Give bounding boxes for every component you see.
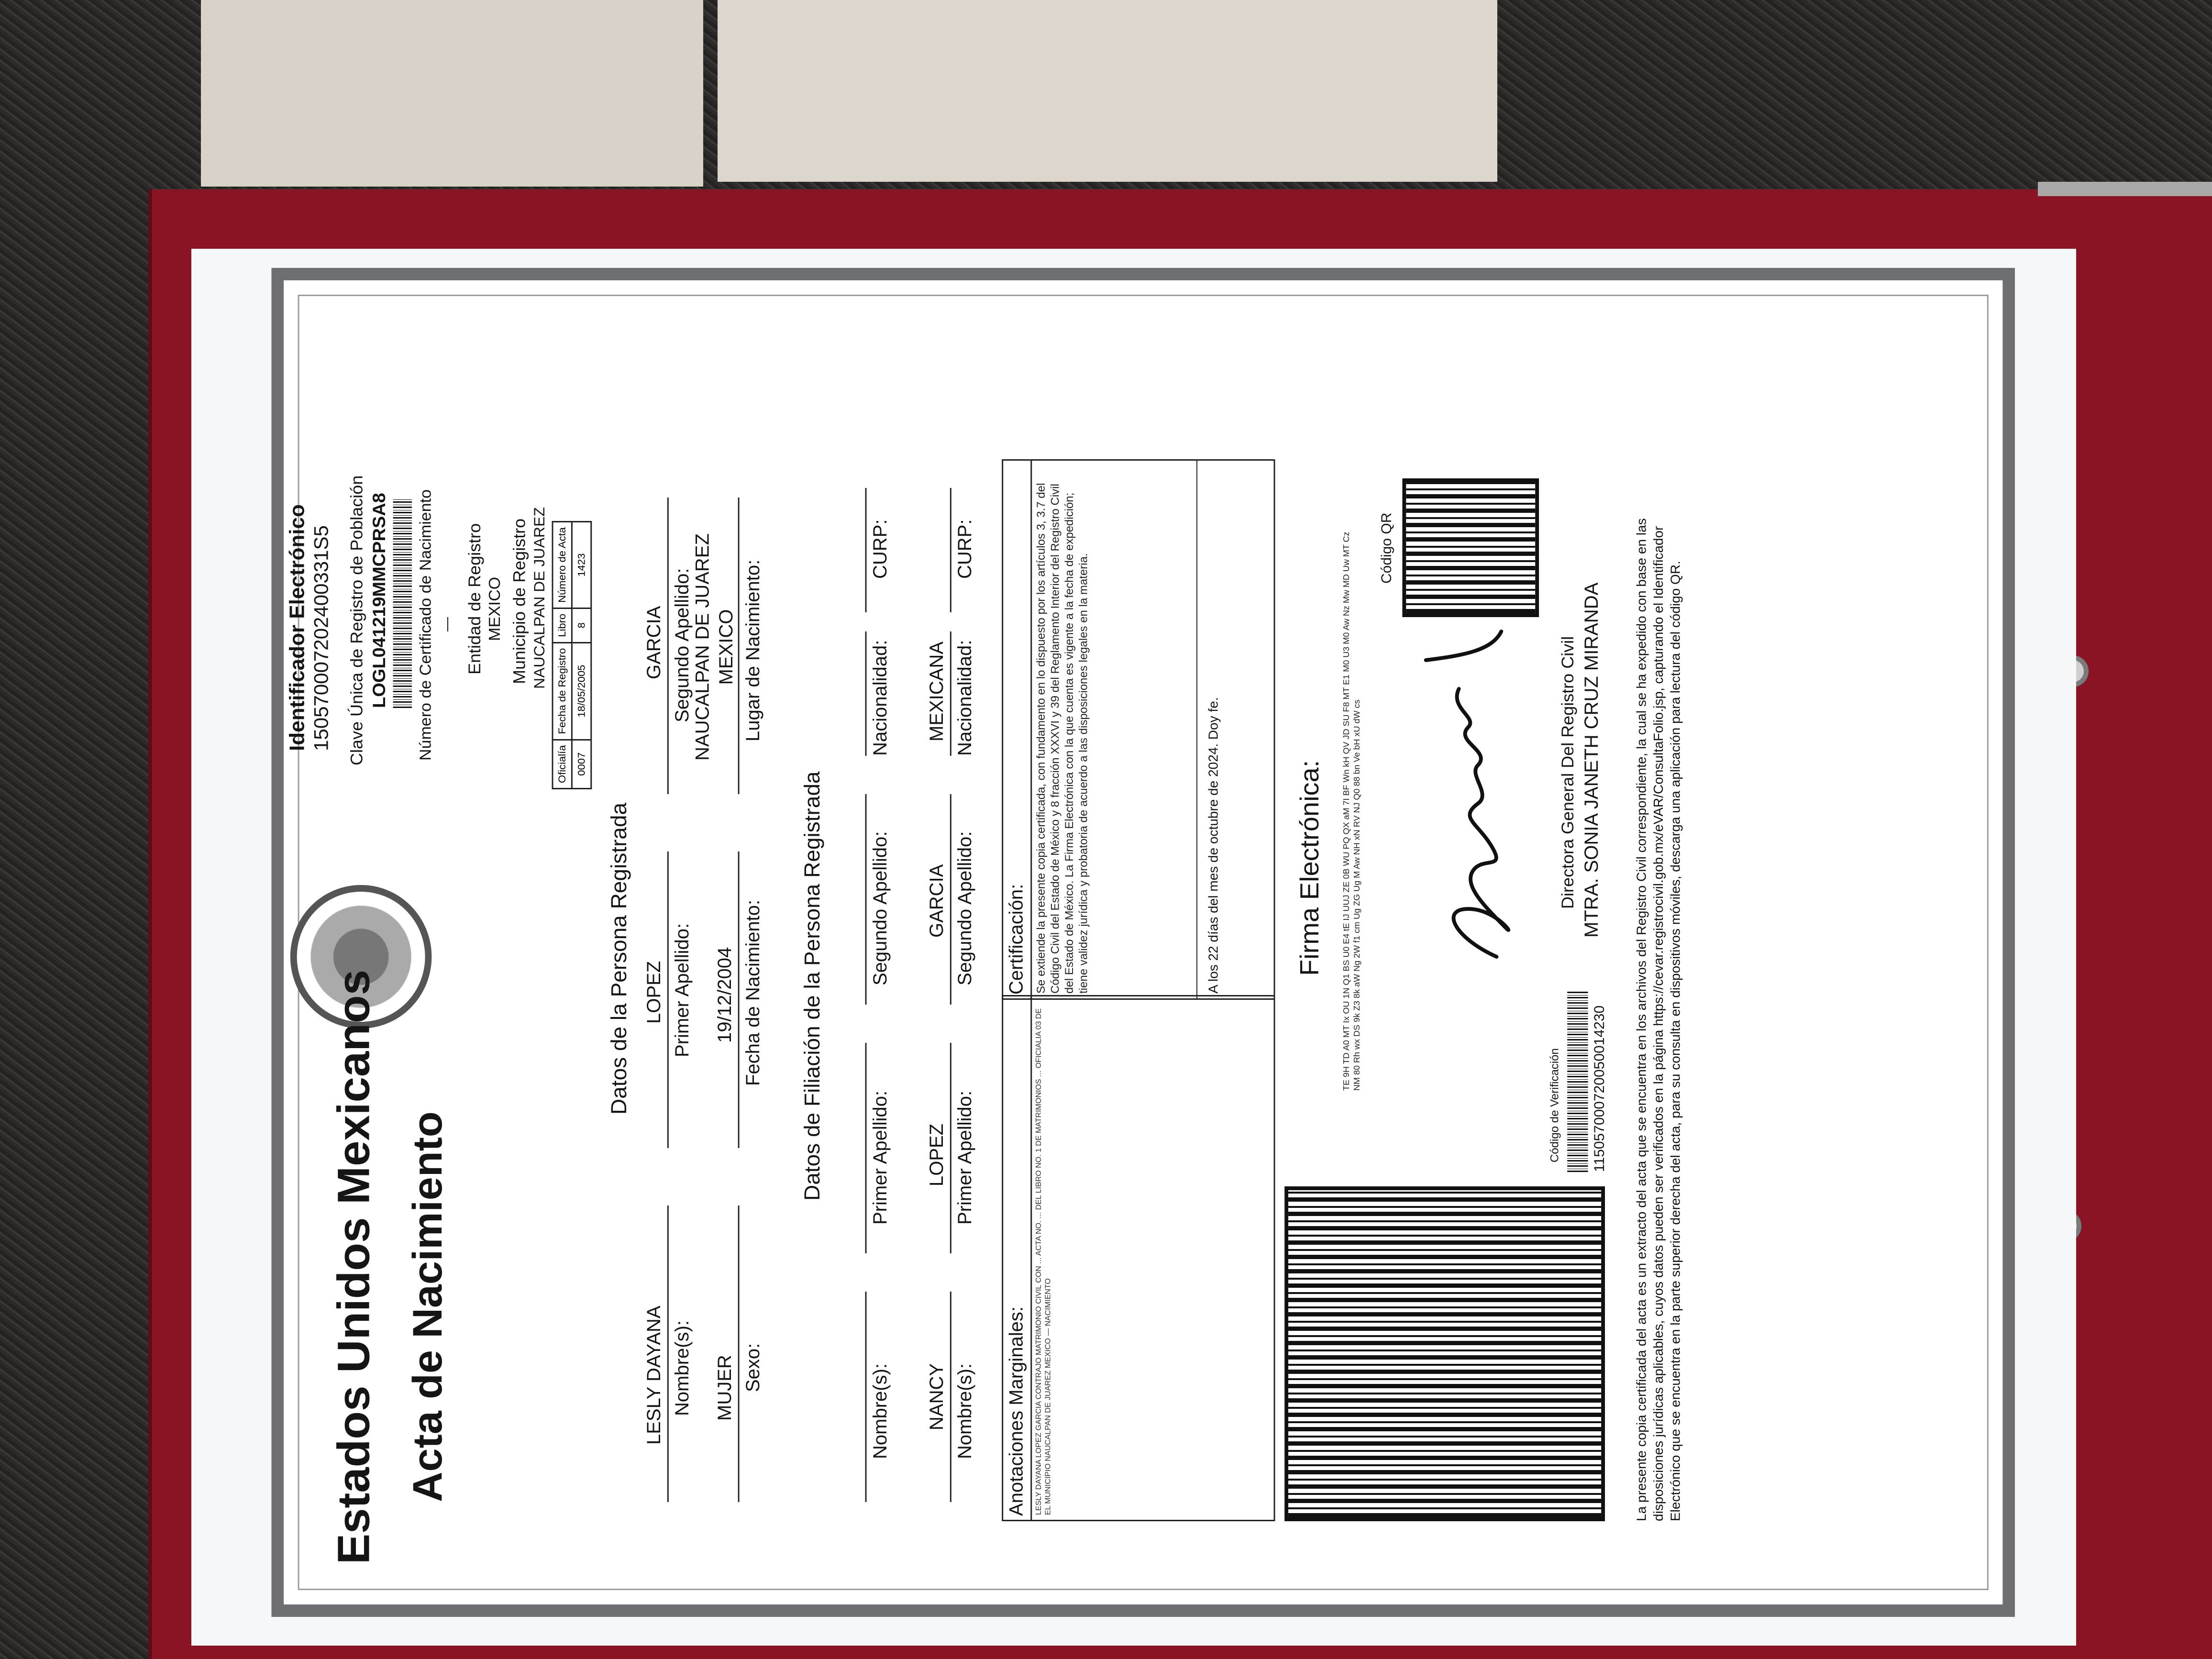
underline [950,1043,951,1253]
registro-table [552,521,592,789]
nombre-label: Nombre(s): [672,1320,693,1416]
table-header: Número de Acta [553,522,572,608]
p1-nacionalidad-label: Nacionalidad: [870,640,891,756]
p2-nacionalidad-label: Nacionalidad: [954,640,976,756]
p1-nombre-label: Nombre(s): [870,1363,891,1459]
primer-apellido-value: LOPEZ [643,961,664,1024]
persona-section-title: Datos de la Persona Registrada [606,802,631,1115]
firma-hash: TE 9H TD A0 MT Ix OU 1N Q1 BS U0 E4 tE IJ UUJ ZE 0B WU PQ QX aM 7I BF Wn kH QV JD SU F8 MT E1 M0 U3 M0 Aw Nz Mw MD Uw MT Cz NM 80 Rh wx DS 9k Z3 8k aW Ng 2W f1 cm Ug ZG Ug M Aw NH xN RV NJ Q0 88 bn Ve bH xU dW cs [1341,531,1361,1091]
p1-segundo-label: Segundo Apellido: [870,831,891,985]
curp-value: LOGL041219MMCPRSA8 [369,493,389,708]
p2-nombre-label: Nombre(s): [954,1363,976,1459]
certificacion-box [1002,459,1275,1000]
verificacion-value: 115057000720050014230 [1592,1005,1607,1172]
underline [738,852,740,1148]
table-header: Oficialía [553,740,572,788]
verification-qr-code [1284,1186,1605,1521]
entidad-value: MEXICO [486,576,504,641]
identificador-label: Identificador Electrónico [286,504,309,751]
underline [950,1292,951,1502]
underline [667,1206,669,1502]
binder-clip [2038,182,2212,196]
underline [865,794,867,1005]
underline [667,498,669,794]
document-title: Acta de Nacimiento [404,1111,451,1502]
primer-apellido-label: Primer Apellido: [672,923,693,1057]
underline [865,1292,867,1502]
divider [1030,996,1032,1520]
p2-nacionalidad-value: MEXICANA [926,641,947,741]
handwritten-signature [1398,603,1539,966]
firma-qr-code [1402,478,1539,617]
underline [865,631,867,756]
certificacion-fecha: A los 22 días del mes de octubre de 2024. Doy fe. [1206,697,1221,994]
birth-certificate [191,249,2076,1646]
municipio-label: Municipio de Registro [509,518,529,684]
firma-nombre: MTRA. SONIA JANETH CRUZ MIRANDA [1581,582,1603,938]
fecha-nac-label: Fecha de Nacimiento: [742,899,763,1086]
table-cell: 8 [572,608,591,642]
nombre-value: LESLY DAYANA [643,1305,664,1445]
table-cell: 0007 [572,740,591,788]
anotaciones-box [1002,995,1275,1521]
underline [738,498,740,794]
footer-legal-text: La presente copia certificada del acta es un extracto del acta que se encuentra en los archivos del Registro Civil correspondiente, la cual se ha expedido con base en las disposiciones jurídicas aplicables, cuyos datos pueden ser verificados en la página https://cevar.registrocivil.gob.mx/eVAR/ConsultaFolio.jsp, capturando el Identificador Electrónico que se encuentra en la parte superior derecha del acta, para su consulta en dispositivos móviles, descarga una aplicación para lectura del código QR. [1634,518,1683,1521]
filiacion-section-title: Datos de Filiación de la Persona Registrada [799,771,824,1201]
country-title: Estados Unidos Mexicanos [328,970,379,1564]
lugar-nac-label: Lugar de Nacimiento: [742,559,763,741]
p1-primer-label: Primer Apellido: [870,1090,891,1225]
table-cell: 1423 [572,522,591,608]
qr-label: Código QR [1379,512,1394,584]
underline [865,488,867,612]
underline [950,794,951,1005]
underline [738,1206,740,1502]
identificador-value: 150570007202400331S5 [310,525,332,751]
p2-segundo-value: GARCIA [926,864,947,938]
underline [667,852,669,1148]
p2-primer-value: LOPEZ [926,1123,947,1186]
floor-tile [201,0,703,187]
anotaciones-text: LESLY DAYANA LOPEZ GARCIA CONTRAJO MATRIMONIO CIVIL CON ... ACTA NO. ... DEL LIBRO NO. 1 DE MATRIMONIOS ... OFICIALIA 03 DE EL MUNICIPIO NAUCALPAN DE JUAREZ MEXICO — NACIMIENTO [1035,1008,1052,1515]
certificacion-title: Certificación: [1006,884,1027,995]
municipio-value: NAUCALPAN DE JUAREZ [531,507,548,689]
firma-cargo: Directora General Del Registro Civil [1558,636,1577,909]
p1-curp-label: CURP: [870,519,891,579]
sexo-label: Sexo: [742,1343,763,1392]
segundo-apellido-label: Segundo Apellido: [672,568,693,722]
cert-num-value: — [439,617,455,631]
firma-title: Firma Electrónica: [1294,760,1324,976]
p2-nombre-value: NANCY [926,1363,947,1430]
divider [1030,461,1032,998]
fecha-nac-value: 19/12/2004 [714,947,735,1043]
table-header: Fecha de Registro [553,642,572,740]
verificacion-barcode [1567,990,1588,1172]
anotaciones-title: Anotaciones Marginales: [1006,1306,1027,1516]
underline [865,1043,867,1253]
p2-segundo-label: Segundo Apellido: [954,831,976,985]
curp-barcode [393,498,412,708]
curp-label: Clave Única de Registro de Población [347,475,366,765]
verificacion-label: Código de Verificación [1548,1048,1561,1162]
table-cell: 18/05/2005 [572,642,591,740]
sexo-value: MUJER [714,1355,735,1421]
p2-primer-label: Primer Apellido: [954,1090,976,1225]
certificacion-text: Se extiende la presente copia certificada, con fundamento en lo dispuesto por los artículos 3, 3.7 del Código Civil del Estado de México y 8 fracción XXXVI y 39 del Reglamento Interior del Registro Civil del Estado de México. La Firma Electrónica con la que cuenta es vigente a la fecha de expedición; tiene validez jurídica y probatoria de acuerdo a las disposiciones legales en la materia. [1035,483,1090,994]
cert-num-label: Número de Certificado de Nacimiento [416,489,435,761]
entidad-label: Entidad de Registro [465,523,484,675]
floor-tile [718,0,1497,182]
table-header: Libro [553,608,572,642]
p2-curp-label: CURP: [954,519,976,579]
divider [1196,461,1197,998]
segundo-apellido-value: GARCIA [643,606,664,679]
underline [950,631,951,756]
lugar-nac-value: NAUCALPAN DE JUAREZ MEXICO [692,533,737,761]
underline [950,488,951,612]
